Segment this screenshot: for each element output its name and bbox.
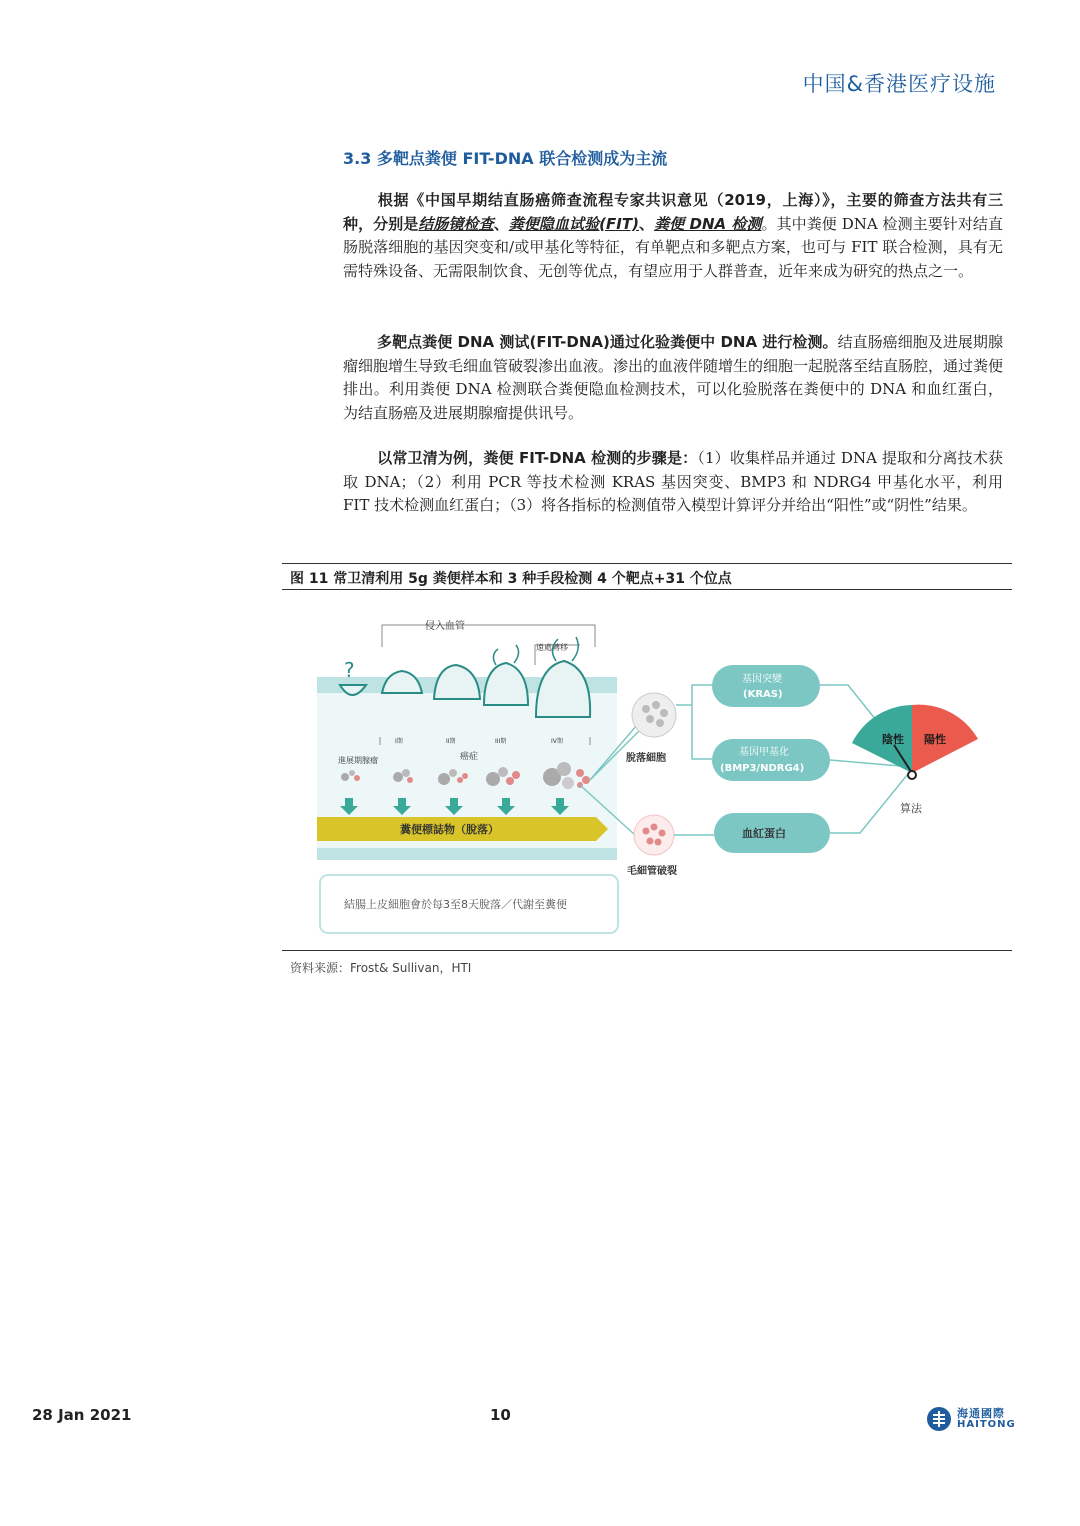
figure-diagram [300,605,1000,945]
p1-method-fit: 粪便隐血试验(FIT) [508,214,639,233]
p1-sep2: 、 [638,214,655,233]
paragraph-fit-dna-principle [343,331,1003,425]
figure-source: 资料来源：Frost& Sullivan，HTI [290,961,472,975]
label-stage4: IV期 [551,738,563,745]
capillary-icon [634,815,674,855]
shed-cells-icon [632,693,676,737]
label-cancer: 癌症 [460,752,479,762]
haitong-logo [925,1403,1015,1435]
pill-methylation [712,739,830,781]
label-stool-marker: 糞便標誌物（脫落） [400,823,499,836]
label-positive: 陽性 [924,733,946,746]
p1-bold-lead: 根据《中国早期结直肠癌筛查流程专家共识意见（2019，上海）》，主要的筛查方法共有三种，分别是 [343,191,1003,233]
label-hemoglobin: 血紅蛋白 [742,827,786,840]
branch-lines-cells [676,685,712,759]
logo-text-cn: 海通國際 [957,1407,1005,1420]
label-capillary: 毛細管破裂 [627,866,677,877]
label-methylation-2: (BMP3/NDRG4) [720,763,805,774]
p1-method-dna: 粪便 DNA 检测 [654,214,762,233]
label-negative: 陰性 [882,733,904,746]
label-distant-metastasis: 遠處轉移 [536,643,568,652]
p3-bold-lead: 以常卫清为例，粪便 FIT-DNA 检测的步骤是： [377,449,698,467]
polyp-stage1 [382,671,422,693]
logo-text-en: HAITONG [957,1419,1016,1430]
label-question: ? [344,658,355,682]
section-heading: 3.3 多靶点粪便 FIT-DNA 联合检测成为主流 [343,149,668,168]
paragraph-fit-dna-steps [343,447,1003,518]
label-gene-mutation-1: 基因突變 [742,674,782,685]
figure-bottom-rule [282,950,1012,951]
gauge-pivot [908,771,916,779]
label-stage1: I期 [395,738,403,745]
label-algorithm: 算法 [900,802,922,815]
label-stage3: III期 [495,738,507,745]
p3-rest: （1）收集样品并通过 DNA 提取和分离技术获取 DNA；（2）利用 PCR 等技术检测 KRAS 基因突变、BMP3 和 NDRG4 甲基化水平，利用 FIT 技术检测血红蛋白；（3）将各指标的检测值带入模型计算评分并给出“阳性”或“阴性”结果。 [343,449,1003,514]
footer-page-number: 10 [490,1406,511,1424]
polyp-stage4 [536,661,590,717]
label-stage2: II期 [446,738,456,745]
p1-sep1: 、 [493,214,509,233]
pill-gene-mutation [712,665,820,707]
p1-method-colonoscopy: 结肠镜检查 [418,214,494,233]
colon-wall-bottom [317,848,617,860]
label-adenoma: 進展期腺瘤 [338,756,378,765]
p2-bold-lead: 多靶点粪便 DNA 测试(FIT-DNA)通过化验粪便中 DNA 进行检测。 [377,333,838,351]
paragraph-screening-methods [343,189,1003,283]
p2-rest: 结直肠癌细胞及进展期腺瘤细胞增生导致毛细血管破裂渗出血液。渗出的血液伴随增生的细胞一起脱落至结直肠腔，通过粪便排出。利用粪便 DNA 检测联合粪便隐血检测技术，可以化验脱落在粪便中的 DNA 和血红蛋白，为结直肠癌及进展期腺瘤提供讯号。 [343,333,1004,422]
report-header-title: 中国&香港医疗设施 [802,72,996,96]
p1-rest: 。其中粪便 DNA 检测主要针对结直肠脱落细胞的基因突变和/或甲基化等特征，有单靶点和多靶点方案，也可与 FIT 联合检测，具有无需特殊设备、无需限制饮食、无创等优点，有望应用于人群普查，近年来成为研究的热点之一。 [343,214,1003,280]
figure-caption: 图 11 常卫清利用 5g 粪便样本和 3 种手段检测 4 个靶点+31 个位点 [290,571,732,587]
figure-caption-rule [282,589,1012,590]
label-epithelial-note: 結腸上皮細胞會於每3至8天脫落／代謝至糞便 [344,898,567,911]
figure-top-rule [282,563,1012,564]
label-invade-vessel: 侵入血管 [425,621,465,632]
polyp-stage2 [434,665,480,699]
haitong-logo-icon [925,1405,953,1433]
label-gene-mutation-2: (KRAS) [743,689,783,700]
label-shed-cells: 脫落細胞 [626,753,666,764]
polyp-stage3 [484,663,528,705]
footer-date: 28 Jan 2021 [32,1406,132,1424]
label-methylation-1: 基因甲基化 [739,747,789,758]
